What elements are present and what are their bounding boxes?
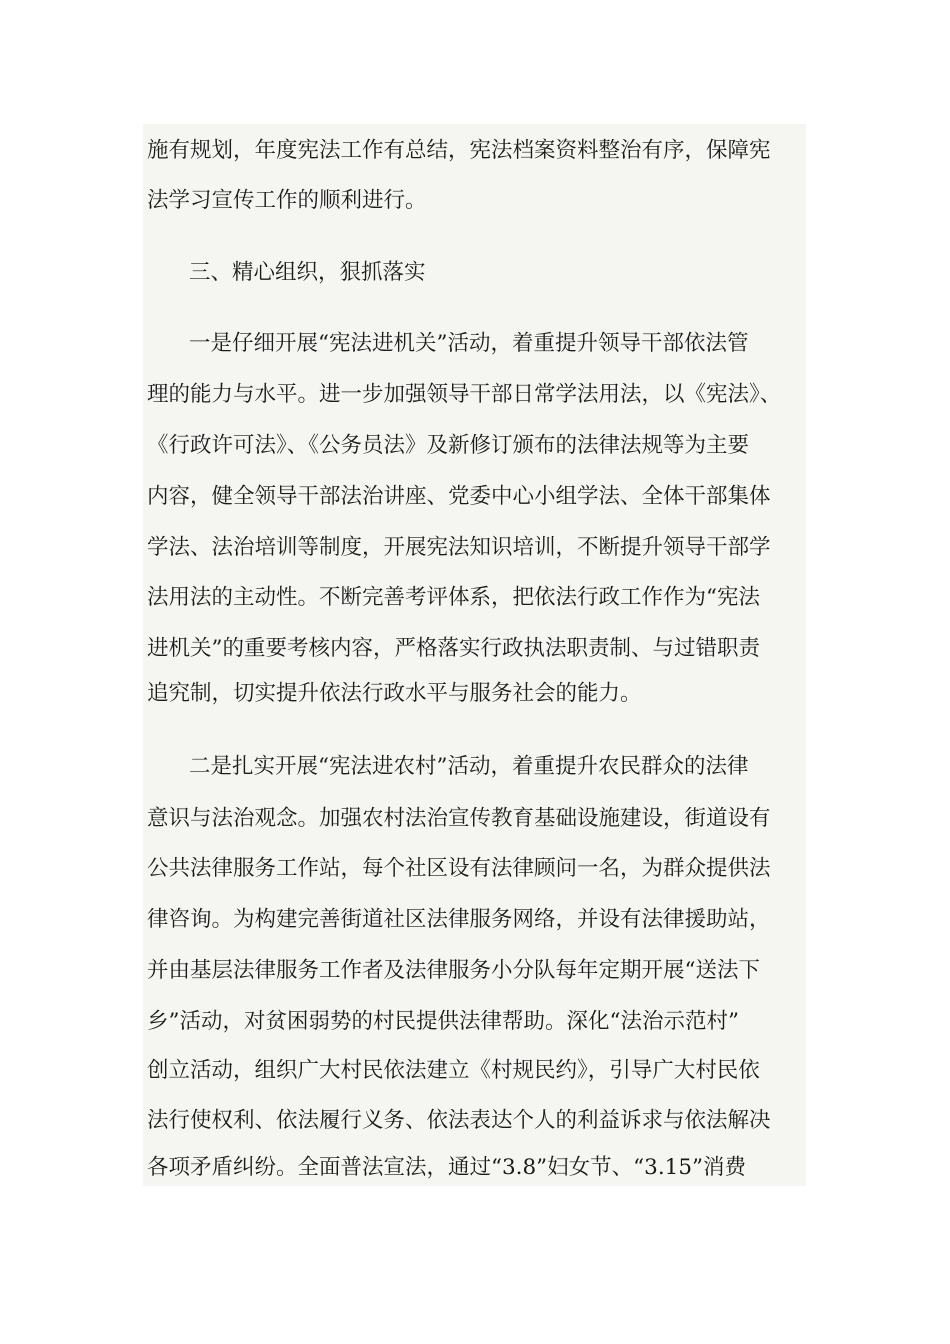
- paragraph-2-line: 律咨询。为构建完善街道社区法律服务网络，并设有法律援助站，: [147, 907, 771, 932]
- intro-line: 施有规划，年度宪法工作有总结，宪法档案资料整治有序，保障宪: [147, 138, 771, 163]
- paragraph-1-line: 内容，健全领导干部法治讲座、党委中心小组学法、全体干部集体: [147, 484, 771, 509]
- paragraph-2-line: 并由基层法律服务工作者及法律服务小分队每年定期开展“送法下: [147, 958, 760, 983]
- paragraph-1-line: 进机关”的重要考核内容，严格落实行政执法职责制、与过错职责: [147, 636, 760, 661]
- paragraph-2-line: 二是扎实开展“宪法进农村”活动，着重提升农民群众的法律: [189, 754, 749, 779]
- paragraph-2-line: 乡”活动，对贫困弱势的村民提供法律帮助。深化“法治示范村”: [147, 1009, 739, 1034]
- paragraph-1-line: 《行政许可法》、《公务员法》及新修订颁布的法律法规等为主要: [147, 433, 750, 458]
- paragraph-1-line: 一是仔细开展“宪法进机关”活动，着重提升领导干部依法管: [189, 331, 749, 356]
- section-heading: 三、精心组织，狠抓落实: [189, 260, 426, 285]
- paragraph-1-line: 理的能力与水平。进一步加强领导干部日常学法用法，以《宪法》、: [147, 382, 782, 407]
- intro-line: 法学习宣传工作的顺利进行。: [147, 188, 427, 213]
- paragraph-2-line: 意识与法治观念。加强农村法治宣传教育基础设施建设，街道设有: [147, 806, 771, 831]
- paragraph-1-line: 学法、法治培训等制度，开展宪法知识培训，不断提升领导干部学: [147, 535, 771, 560]
- paragraph-2-line: 各项矛盾纠纷。全面普法宣法，通过“3.8”妇女节、“3.15”消费: [147, 1155, 747, 1180]
- paragraph-2-line: 创立活动，组织广大村民依法建立《村规民约》，引导广大村民依: [147, 1058, 760, 1083]
- paragraph-2-line: 公共法律服务工作站，每个社区设有法律顾问一名，为群众提供法: [147, 856, 771, 881]
- paragraph-1-line: 追究制，切实提升依法行政水平与服务社会的能力。: [147, 681, 642, 706]
- paragraph-1-line: 法用法的主动性。不断完善考评体系，把依法行政工作作为“宪法: [147, 585, 760, 610]
- paragraph-2-line: 法行使权利、依法履行义务、依法表达个人的利益诉求与依法解决: [147, 1108, 771, 1133]
